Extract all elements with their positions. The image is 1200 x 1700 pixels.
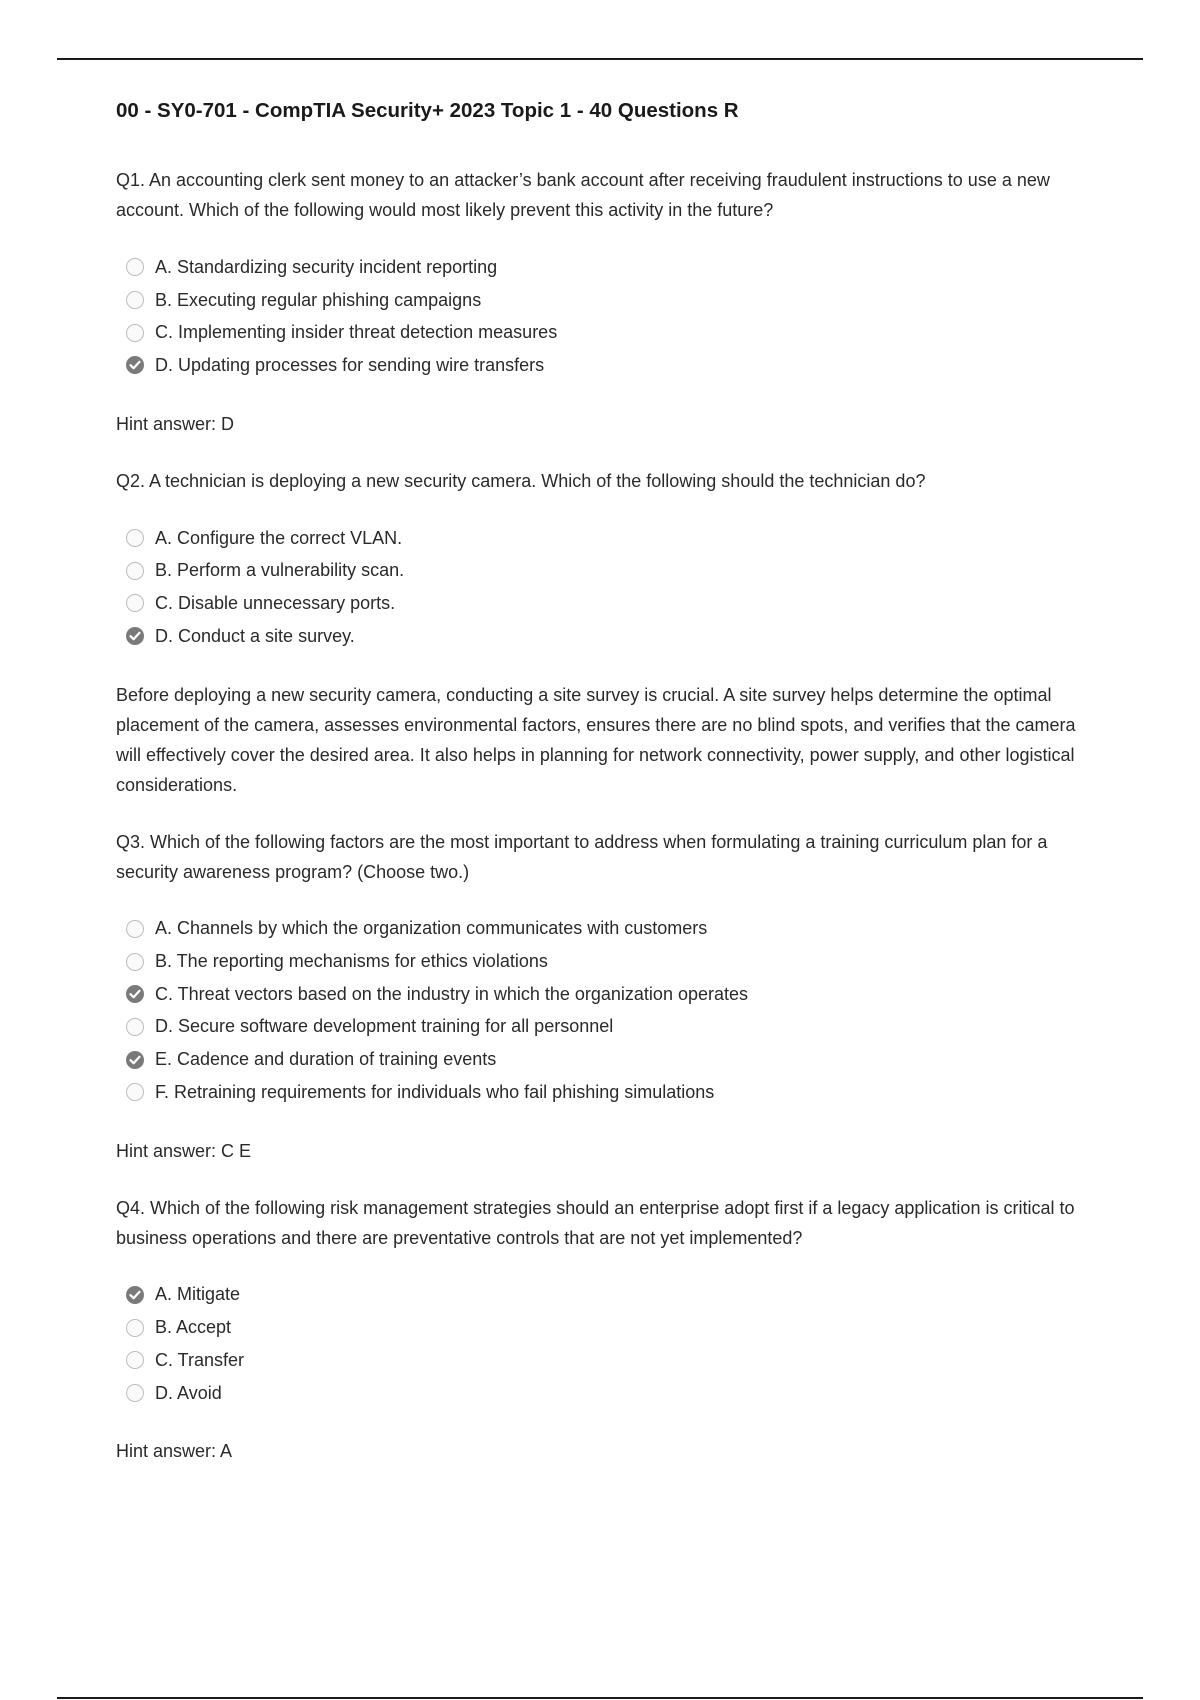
top-rule [57,58,1143,60]
option-d[interactable] [126,1377,1096,1410]
empty-circle-icon[interactable] [126,1384,144,1402]
option-label: A. Mitigate [155,1284,241,1305]
hint-answer: Hint answer: D [116,413,235,434]
option-label: C. Transfer [155,1349,245,1370]
question-1 [116,165,1096,439]
option-e[interactable] [126,1043,1096,1076]
option-label: F. Retraining requirements for individuals who fail phishing simulations [155,1081,715,1102]
option-a[interactable] [126,251,1096,284]
option-label: C. Disable unnecessary ports. [155,592,396,613]
question-text: Q4. Which of the following risk management strategies should an enterprise adopt first if a legacy application is critical to business operations and there are preventative controls that are not yet implemented? [116,1197,1075,1248]
hint-answer: Hint answer: C E [116,1140,252,1161]
option-label: D. Avoid [155,1382,222,1403]
option-list [116,251,1096,382]
option-c[interactable] [126,978,1096,1011]
check-circle-icon[interactable] [126,1051,144,1069]
option-a[interactable] [126,522,1096,555]
option-label: D. Updating processes for sending wire transfers [155,354,545,375]
option-label: B. Executing regular phishing campaigns [155,289,482,310]
question-text: Q3. Which of the following factors are the most important to address when formulating a training curriculum plan for a security awareness program? (Choose two.) [116,831,1048,882]
option-label: A. Standardizing security incident reporting [155,256,498,277]
check-circle-icon[interactable] [126,627,144,645]
option-label: B. The reporting mechanisms for ethics violations [155,951,548,972]
option-label: B. Perform a vulnerability scan. [155,560,405,581]
empty-circle-icon[interactable] [126,1018,144,1036]
option-label: D. Conduct a site survey. [155,625,355,646]
option-label: D. Secure software development training for all personnel [155,1016,614,1037]
question-2 [116,466,1096,800]
empty-circle-icon[interactable] [126,1319,144,1337]
question-text: Q2. A technician is deploying a new security camera. Which of the following should the technician do? [116,470,926,491]
empty-circle-icon[interactable] [126,1083,144,1101]
option-b[interactable] [126,1311,1096,1344]
option-c[interactable] [126,587,1096,620]
option-label: A. Configure the correct VLAN. [155,527,403,548]
option-label: E. Cadence and duration of training events [155,1049,497,1070]
question-3 [116,827,1096,1166]
empty-circle-icon[interactable] [126,594,144,612]
option-f[interactable] [126,1076,1096,1109]
option-list [116,1279,1096,1410]
option-a[interactable] [126,913,1096,946]
document-title: 00 - SY0-701 - CompTIA Security+ 2023 Topic 1 - 40 Questions R [116,99,739,122]
option-b[interactable] [126,554,1096,587]
option-label: A. Channels by which the organization communicates with customers [155,918,708,939]
empty-circle-icon[interactable] [126,953,144,971]
empty-circle-icon[interactable] [126,920,144,938]
explanation-text: Before deploying a new security camera, conducting a site survey is crucial. A site survey helps determine the optimal placement of the camera, assesses environmental factors, ensures there are no blind spots, and verifies that the camera will effectively cover the desired area. It also helps in planning for network connectivity, power supply, and other logistical considerations. [116,684,1076,795]
check-circle-icon[interactable] [126,1286,144,1304]
empty-circle-icon[interactable] [126,291,144,309]
option-c[interactable] [126,316,1096,349]
option-b[interactable] [126,945,1096,978]
option-list [116,913,1096,1109]
option-d[interactable] [126,349,1096,382]
question-4 [116,1193,1096,1467]
empty-circle-icon[interactable] [126,562,144,580]
check-circle-icon[interactable] [126,985,144,1003]
empty-circle-icon[interactable] [126,1351,144,1369]
option-d[interactable] [126,1011,1096,1044]
option-c[interactable] [126,1344,1096,1377]
empty-circle-icon[interactable] [126,324,144,342]
option-list [116,522,1096,653]
option-label: B. Accept [155,1317,232,1338]
question-text: Q1. An accounting clerk sent money to an attacker’s bank account after receiving fraudulent instructions to use a new account. Which of the following would most likely prevent this activity in the future? [116,170,1050,220]
option-d[interactable] [126,620,1096,653]
option-label: C. Threat vectors based on the industry in which the organization operates [155,983,749,1004]
document-body [116,96,1096,1466]
empty-circle-icon[interactable] [126,529,144,547]
empty-circle-icon[interactable] [126,258,144,276]
check-circle-icon[interactable] [126,356,144,374]
option-a[interactable] [126,1279,1096,1312]
option-label: C. Implementing insider threat detection measures [155,322,558,343]
bottom-rule [57,1697,1143,1699]
hint-answer: Hint answer: A [116,1441,233,1462]
option-b[interactable] [126,284,1096,317]
